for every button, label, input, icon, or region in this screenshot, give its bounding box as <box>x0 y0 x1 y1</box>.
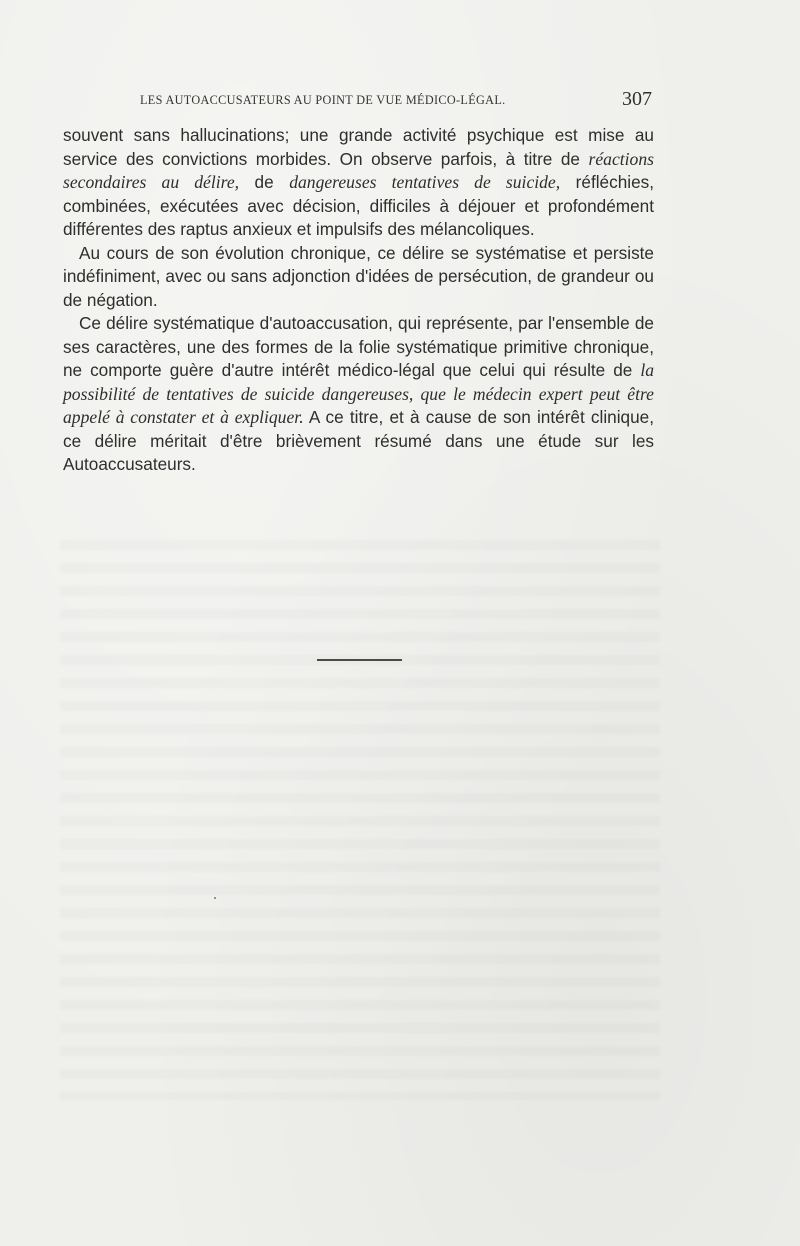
running-title: LES AUTOACCUSATEURS AU POINT DE VUE MÉDICO-LÉGAL. <box>140 93 506 107</box>
paragraph-3 <box>63 312 654 477</box>
section-end-rule <box>317 659 402 661</box>
paragraph-2 <box>63 242 654 313</box>
italic-segment: dangereuses tentatives de suicide, <box>289 172 561 192</box>
page-number: 307 <box>622 88 652 110</box>
paper-speck <box>214 897 216 899</box>
text-segment: Ce délire systématique d'autoaccusation, qui représente, par l'ensemble de ses caractères, une des formes de la folie systématique primitive chronique, ne comporte guère d'autre intérêt médico-légal que celui qui résulte de <box>63 313 654 380</box>
show-through-texture <box>60 540 660 1100</box>
text-segment: de <box>239 172 290 192</box>
italic-segment: la possibilité de tentatives de suicide dangereuses, que le médecin expert peut être appelé à constater et à expliquer. <box>63 360 654 427</box>
text-segment: A ce titre, et à cause de son intérêt clinique, ce délire méritait d'être brièvement résumé dans une étude sur les Autoaccusateurs. <box>63 407 654 474</box>
italic-segment: réactions secondaires au délire, <box>63 148 654 192</box>
paragraph-1 <box>63 124 654 242</box>
body-text <box>63 124 654 477</box>
text-segment: réfléchies, combinées, exécutées avec décision, difficiles à déjouer et profondément différentes des raptus anxieux et impulsifs des mélancoliques. <box>63 172 654 239</box>
text-segment: Au cours de son évolution chronique, ce délire se systématise et persiste indéfiniment, avec ou sans adjonction d'idées de persécution, de grandeur ou de négation. <box>63 242 654 310</box>
page-header <box>140 90 652 114</box>
text-segment: souvent sans hallucinations; une grande activité psychique est mise au service des convictions morbides. On observe parfois, à titre de <box>63 125 654 169</box>
